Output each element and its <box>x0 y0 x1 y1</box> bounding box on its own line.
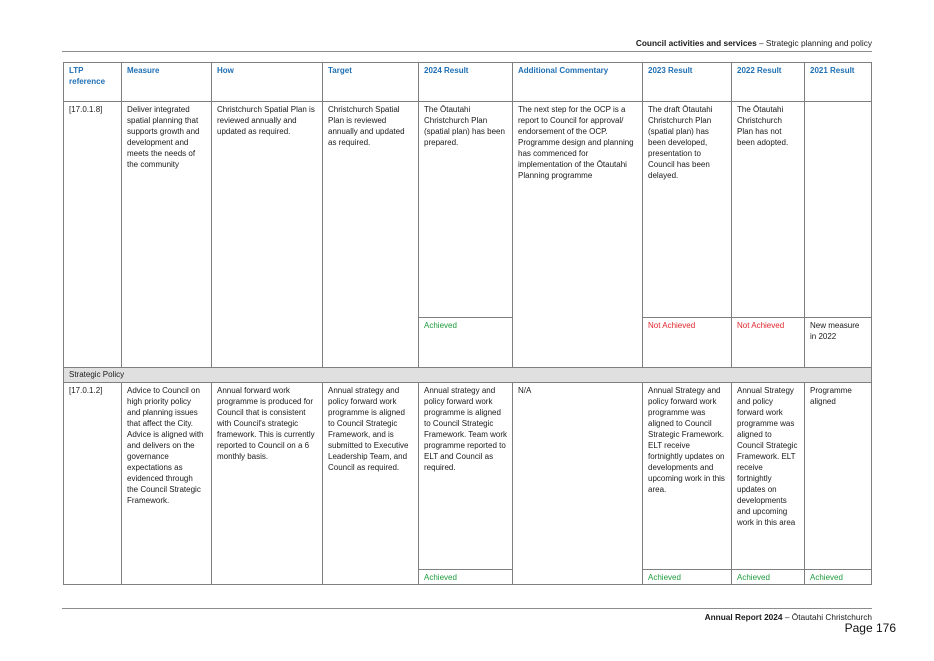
cell-ltp-reference: [17.0.1.8] <box>64 102 122 368</box>
cell-how: Christchurch Spatial Plan is reviewed annually and updated as required. <box>212 102 323 368</box>
col-header-target: Target <box>323 63 419 102</box>
footer-report-subtitle: – Ōtautahi Christchurch <box>782 612 872 622</box>
cell-2023-result-text: The draft Ōtautahi Christchurch Plan (spatial plan) has been developed, presentation to Council has been delayed. <box>643 102 732 318</box>
table-row <box>64 102 872 318</box>
footer-report-title: Annual Report 2024 <box>704 612 783 622</box>
status-2021-achieved: Achieved <box>805 570 872 585</box>
performance-table <box>63 62 872 585</box>
section-label-strategic-policy: Strategic Policy <box>64 368 872 383</box>
page-header <box>62 38 872 49</box>
cell-2021-result-text <box>805 102 872 318</box>
cell-2022-result-text: Annual Strategy and policy forward work programme was aligned to Council Strategic Framework. ELT receive fortnightly updates on developments and upcoming work in this area <box>732 383 805 570</box>
cell-measure: Advice to Council on high priority policy and planning issues that affect the City. Advice is aligned with and delivers on the governance expectations as evidenced through the Council Strategic Framework. <box>122 383 212 585</box>
status-2022-not-achieved: Not Achieved <box>732 318 805 368</box>
cell-measure: Deliver integrated spatial planning that supports growth and development and meets the needs of the community <box>122 102 212 368</box>
cell-additional-commentary: The next step for the OCP is a report to Council for approval/ endorsement of the OCP. Programme design and planning has commenced for implementation of the Ōtautahi Planning programme <box>513 102 643 368</box>
col-header-ltp-reference: LTP reference <box>64 63 122 102</box>
status-2023-not-achieved: Not Achieved <box>643 318 732 368</box>
page-footer <box>62 612 872 623</box>
cell-target: Christchurch Spatial Plan is reviewed annually and updated as required. <box>323 102 419 368</box>
cell-target: Annual strategy and policy forward work programme is aligned to Council Strategic Framework, and is submitted to Executive Leadership Team, and Council as required. <box>323 383 419 585</box>
col-header-2024-result: 2024 Result <box>419 63 513 102</box>
header-section-subtitle: – Strategic planning and policy <box>756 38 872 48</box>
cell-ltp-reference: [17.0.1.2] <box>64 383 122 585</box>
col-header-2022-result: 2022 Result <box>732 63 805 102</box>
header-rule <box>62 51 872 52</box>
col-header-how: How <box>212 63 323 102</box>
header-section-title: Council activities and services <box>635 38 757 48</box>
status-2021-new-measure: New measure in 2022 <box>805 318 872 368</box>
col-header-2021-result: 2021 Result <box>805 63 872 102</box>
table-row <box>64 383 872 570</box>
status-2024-achieved: Achieved <box>419 570 513 585</box>
status-2023-achieved: Achieved <box>643 570 732 585</box>
footer-rule <box>62 608 872 609</box>
cell-2023-result-text: Annual Strategy and policy forward work programme was aligned to Council Strategic Framework. ELT receive fortnightly updates on developments and upcoming work in this area. <box>643 383 732 570</box>
cell-2021-result-text: Programme aligned <box>805 383 872 570</box>
cell-2024-result-text: The Ōtautahi Christchurch Plan (spatial plan) has been prepared. <box>419 102 513 318</box>
col-header-additional-commentary: Additional Commentary <box>513 63 643 102</box>
section-row <box>64 368 872 383</box>
page-number: Page 176 <box>844 621 896 635</box>
cell-additional-commentary: N/A <box>513 383 643 585</box>
cell-2022-result-text: The Ōtautahi Christchurch Plan has not been adopted. <box>732 102 805 318</box>
table-header-row <box>64 63 872 102</box>
cell-2024-result-text: Annual strategy and policy forward work programme is aligned to Council Strategic Framework. Team work programme reported to ELT and Council as required. <box>419 383 513 570</box>
status-2024-achieved: Achieved <box>419 318 513 368</box>
col-header-2023-result: 2023 Result <box>643 63 732 102</box>
cell-how: Annual forward work programme is produced for Council that is consistent with Council's strategic framework. This is currently reported to Council on a 6 monthly basis. <box>212 383 323 585</box>
col-header-measure: Measure <box>122 63 212 102</box>
status-2022-achieved: Achieved <box>732 570 805 585</box>
